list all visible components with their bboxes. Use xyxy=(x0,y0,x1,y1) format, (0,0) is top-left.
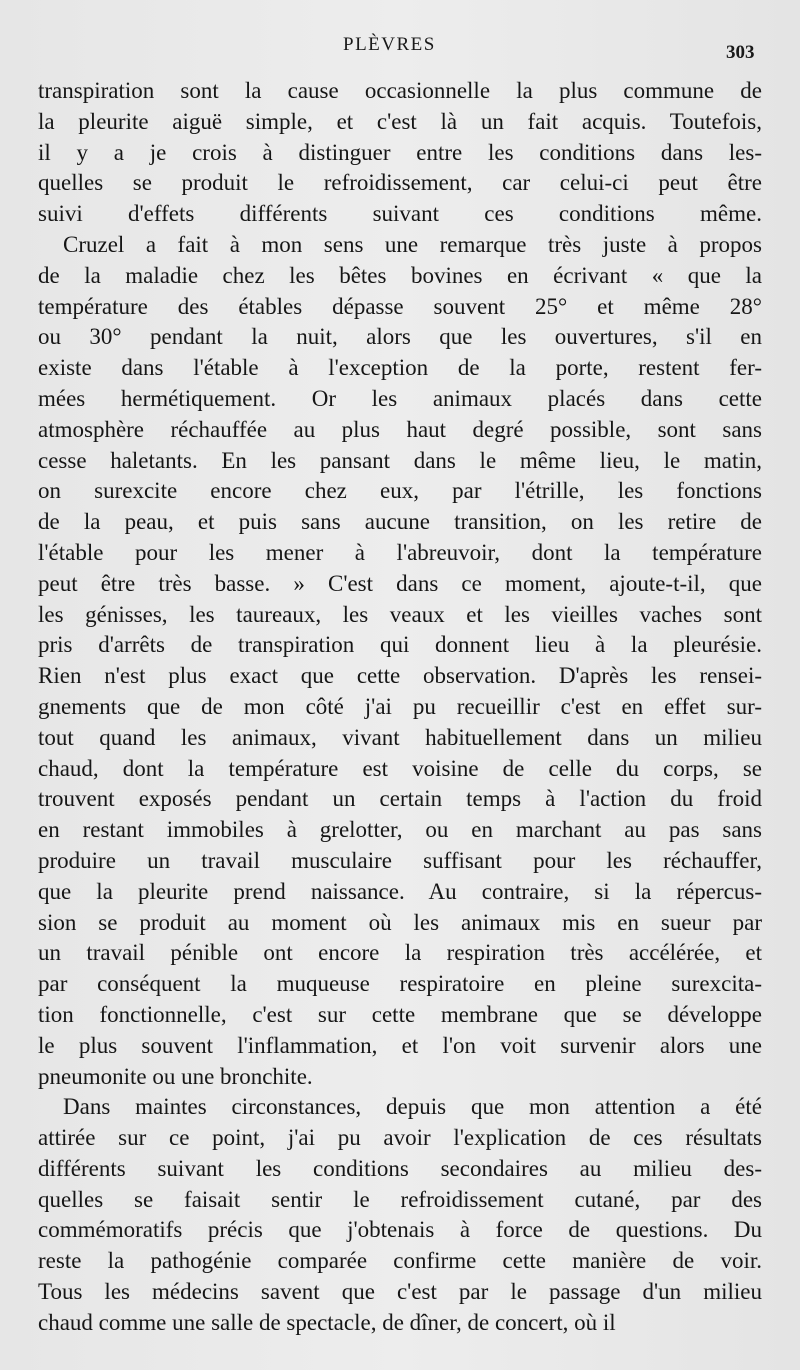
text-line: transpiration sont la cause occasionnelle la plus commune de xyxy=(38,78,762,103)
page-header xyxy=(0,34,800,64)
text-line: commémoratifs précis que j'obtenais à force de questions. Du xyxy=(38,1217,762,1243)
text-line: produire un travail musculaire suffisant pour les réchauffer, xyxy=(38,847,762,873)
text-line: de la peau, et puis sans aucune transition, on les retire de xyxy=(38,509,762,535)
text-line: l'étable pour les mener à l'abreuvoir, dont la température xyxy=(38,539,762,565)
text-line: le plus souvent l'inflammation, et l'on voit survenir alors une xyxy=(38,1032,762,1058)
text-line: trouvent exposés pendant un certain temps à l'action du froid xyxy=(38,786,762,812)
text-line: attirée sur ce point, j'ai pu avoir l'explication de ces résultats xyxy=(38,1125,762,1151)
paragraph xyxy=(38,230,762,1092)
text-line: par conséquent la muqueuse respiratoire en pleine surexcita- xyxy=(38,971,762,997)
text-line: atmosphère réchauffée au plus haut degré possible, sont sans xyxy=(38,416,762,442)
text-line: chaud, dont la température est voisine de celle du corps, se xyxy=(38,755,762,781)
text-line: on surexcite encore chez eux, par l'étrille, les fonctions xyxy=(38,478,762,504)
text-line: température des étables dépasse souvent 25° et même 28° xyxy=(38,293,762,319)
text-line: pneumonite ou une bronchite. xyxy=(38,1063,313,1089)
text-line: sion se produit au moment où les animaux mis en sueur par xyxy=(38,909,762,935)
text-line: ou 30° pendant la nuit, alors que les ouvertures, s'il en xyxy=(38,324,762,350)
text-line: tion fonctionnelle, c'est sur cette membrane que se développe xyxy=(38,1001,762,1027)
text-line: les génisses, les taureaux, les veaux et les vieilles vaches sont xyxy=(38,601,762,627)
text-line: pris d'arrêts de transpiration qui donnent lieu à la pleurésie. xyxy=(38,632,762,658)
page-number: 303 xyxy=(726,42,755,63)
text-line: Rien n'est plus exact que cette observation. D'après les rensei- xyxy=(38,663,762,689)
text-line: existe dans l'étable à l'exception de la porte, restent fer- xyxy=(38,355,762,381)
text-line: de la maladie chez les bêtes bovines en écrivant « que la xyxy=(38,262,762,288)
text-line: reste la pathogénie comparée confirme cette manière de voir. xyxy=(38,1248,762,1274)
text-line: Cruzel a fait à mon sens une remarque très juste à propos xyxy=(63,231,762,257)
text-line: suivi d'effets différents suivant ces conditions même. xyxy=(38,201,762,227)
paragraph xyxy=(38,1092,762,1338)
text-line: il y a je crois à distinguer entre les conditions dans les- xyxy=(38,139,762,165)
text-line: Dans maintes circonstances, depuis que mon attention a été xyxy=(63,1094,762,1120)
text-line: peut être très basse. » C'est dans ce moment, ajoute-t-il, que xyxy=(38,570,762,596)
paragraph xyxy=(38,76,762,230)
text-line: en restant immobiles à grelotter, ou en marchant au pas sans xyxy=(38,817,762,843)
text-line: un travail pénible ont encore la respiration très accélérée, et xyxy=(38,940,762,966)
text-line: cesse haletants. En les pansant dans le même lieu, le matin, xyxy=(38,447,762,473)
body-text xyxy=(38,76,762,1339)
text-line: mées hermétiquement. Or les animaux placés dans cette xyxy=(38,385,762,411)
text-line: quelles se faisait sentir le refroidissement cutané, par des xyxy=(38,1186,762,1212)
text-line: Tous les médecins savent que c'est par le passage d'un milieu xyxy=(38,1279,762,1305)
text-line: que la pleurite prend naissance. Au contraire, si la répercus- xyxy=(38,878,762,904)
running-title: PLÈVRES xyxy=(343,34,436,55)
text-line: quelles se produit le refroidissement, car celui-ci peut être xyxy=(38,170,762,196)
text-line: différents suivant les conditions secondaires au milieu des- xyxy=(38,1155,762,1181)
text-line: tout quand les animaux, vivant habituellement dans un milieu xyxy=(38,724,762,750)
text-line: chaud comme une salle de spectacle, de dîner, de concert, où il xyxy=(38,1309,616,1335)
text-line: gnements que de mon côté j'ai pu recueillir c'est en effet sur- xyxy=(38,693,762,719)
text-line: la pleurite aiguë simple, et c'est là un fait acquis. Toutefois, xyxy=(38,108,762,134)
